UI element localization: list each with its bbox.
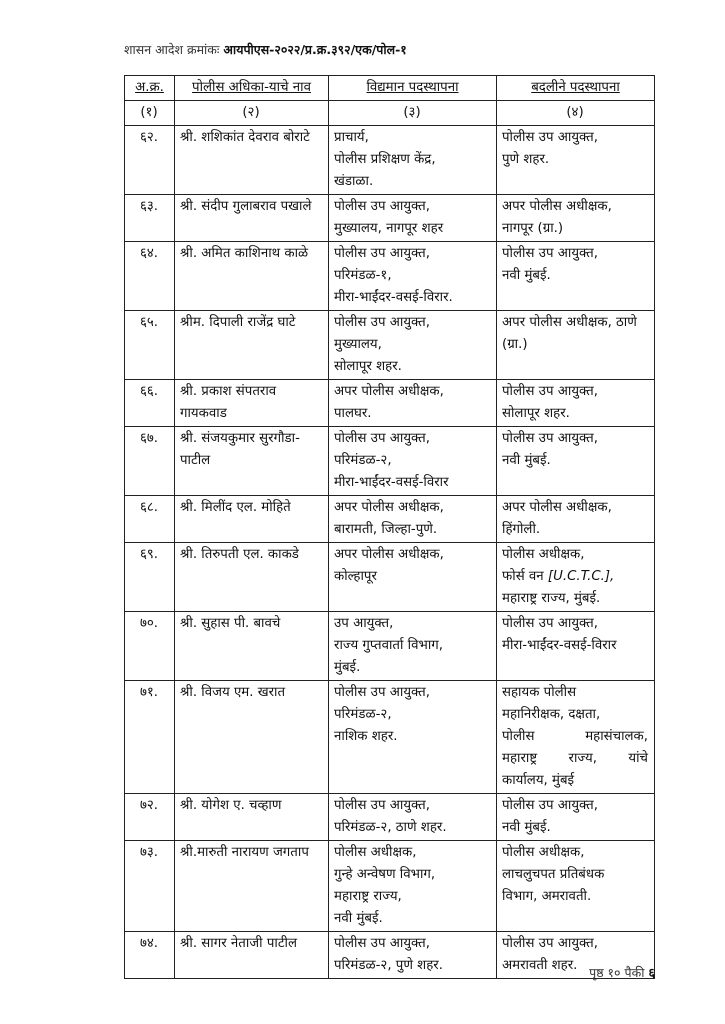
transfer-line: विभाग, अमरावती. — [502, 889, 592, 904]
serial-number: ६७. — [125, 427, 175, 496]
current-posting — [329, 496, 497, 543]
table-row — [125, 932, 655, 979]
current-line: पोलीस उप आयुक्त, — [334, 936, 430, 951]
officer-name — [175, 380, 329, 427]
transfer-line: नवी मुंबई. — [502, 268, 551, 283]
officer-name — [175, 932, 329, 979]
transfer-line: पुणे शहर. — [502, 152, 550, 167]
current-line: अपर पोलीस अधीक्षक, — [334, 500, 444, 515]
transfer-line: पोलीस महासंचालक, — [502, 729, 648, 744]
current-line: परिमंडळ-२, ठाणे शहर. — [334, 820, 447, 835]
current-posting — [329, 380, 497, 427]
current-line: नाशिक शहर. — [334, 729, 398, 744]
name-line: श्री. शशिकांत देवराव बोराटे — [180, 130, 310, 145]
transfer-line: पोलीस उप आयुक्त, — [502, 798, 598, 813]
current-line: परिमंडळ-१, — [334, 268, 392, 283]
transfer-line: अपर पोलीस अधीक्षक, — [502, 500, 612, 515]
current-posting — [329, 427, 497, 496]
serial-number: ७१. — [125, 681, 175, 794]
name-line: श्री. विजय एम. खरात — [180, 685, 286, 700]
order-number: आयपीएस-२०२२/प्र.क्र.३९२/एक/पोल-१ — [223, 42, 407, 57]
transfer-posting — [497, 427, 655, 496]
table-row — [125, 794, 655, 841]
current-posting — [329, 195, 497, 242]
table-row — [125, 612, 655, 681]
current-line: महाराष्ट्र राज्य, — [334, 889, 402, 904]
transfer-posting — [497, 612, 655, 681]
current-line: राज्य गुप्तवार्ता विभाग, — [334, 638, 444, 653]
current-line: उप आयुक्त, — [334, 616, 394, 631]
table-row — [125, 126, 655, 195]
current-posting — [329, 612, 497, 681]
serial-number: ६५. — [125, 311, 175, 380]
serial-number: ७२. — [125, 794, 175, 841]
name-line: श्री. संजयकुमार सुरगौडा- — [180, 431, 300, 446]
name-line: श्री. प्रकाश संपतराव — [180, 384, 277, 399]
table-row — [125, 195, 655, 242]
serial-number: ७०. — [125, 612, 175, 681]
transfer-posting — [497, 496, 655, 543]
transfer-line: पोलीस उप आयुक्त, — [502, 431, 598, 446]
serial-number: ६४. — [125, 242, 175, 311]
current-line: पोलीस उप आयुक्त, — [334, 246, 430, 261]
transfer-posting — [497, 380, 655, 427]
name-line: श्री. अमित काशिनाथ काळे — [180, 246, 309, 261]
transfer-line: पोलीस उप आयुक्त, — [502, 130, 598, 145]
column-number: (२) — [175, 101, 329, 126]
transfer-posting — [497, 126, 655, 195]
current-line: प्राचार्य, — [334, 130, 369, 145]
table-row — [125, 496, 655, 543]
current-line: मीरा-भाईंदर-वसई-विरार. — [334, 290, 453, 305]
transfer-posting — [497, 311, 655, 380]
page-footer — [589, 964, 655, 981]
header-transfer-posting: बदलीने पदस्थापना — [497, 76, 655, 101]
serial-number: ७४. — [125, 932, 175, 979]
transfer-posting — [497, 841, 655, 932]
transfer-line: कार्यालय, मुंबई — [502, 773, 575, 788]
current-posting — [329, 311, 497, 380]
name-line: श्रीम. दिपाली राजेंद्र घाटे — [180, 315, 296, 330]
current-posting — [329, 841, 497, 932]
serial-number: ६९. — [125, 543, 175, 612]
transfer-line: महाराष्ट्र राज्य, यांचे — [502, 751, 648, 766]
current-line: मीरा-भाईंदर-वसई-विरार — [334, 475, 449, 490]
transfer-line: सहायक पोलीस — [502, 685, 577, 700]
footer-page-number: ६ — [648, 965, 655, 980]
officer-name — [175, 427, 329, 496]
transfer-line: नागपूर (ग्रा.) — [502, 221, 564, 236]
header-officer-name: पोलीस अधिका-याचे नाव — [175, 76, 329, 101]
officer-name — [175, 612, 329, 681]
current-line: पोलीस अधीक्षक, — [334, 845, 417, 860]
footer-middle: पैकी — [624, 965, 645, 980]
transfer-line: फोर्स वन [U.C.T.C.], — [502, 569, 615, 584]
table-row — [125, 427, 655, 496]
current-line: गुन्हे अन्वेषण विभाग, — [334, 867, 436, 882]
current-line: पोलीस उप आयुक्त, — [334, 315, 430, 330]
current-posting — [329, 932, 497, 979]
transfer-posting — [497, 195, 655, 242]
current-line: पालघर. — [334, 406, 372, 421]
current-line: सोलापूर शहर. — [334, 359, 402, 374]
current-posting — [329, 543, 497, 612]
table-row — [125, 380, 655, 427]
table-row — [125, 242, 655, 311]
order-label: शासन आदेश क्रमांकः — [124, 42, 220, 57]
name-line: श्री. मिलींद एल. मोहिते — [180, 500, 291, 515]
name-line: श्री.मारुती नारायण जगताप — [180, 845, 309, 860]
current-line: पोलीस उप आयुक्त, — [334, 431, 430, 446]
current-posting — [329, 794, 497, 841]
officer-name — [175, 543, 329, 612]
transfer-line: पोलीस उप आयुक्त, — [502, 616, 598, 631]
transfer-line: लाचलुचपत प्रतिबंधक — [502, 867, 605, 882]
current-line: परिमंडळ-२, — [334, 707, 392, 722]
serial-number: ७३. — [125, 841, 175, 932]
current-line: पोलीस उप आयुक्त, — [334, 798, 430, 813]
officer-name — [175, 496, 329, 543]
current-line: नवी मुंबई. — [334, 911, 383, 926]
name-line: श्री. संदीप गुलाबराव पखाले — [180, 199, 312, 214]
name-line: पाटील — [180, 453, 211, 468]
transfer-line: पोलीस उप आयुक्त, — [502, 936, 598, 951]
officer-name — [175, 242, 329, 311]
serial-number: ६३. — [125, 195, 175, 242]
officer-name — [175, 195, 329, 242]
table-row — [125, 543, 655, 612]
current-line: अपर पोलीस अधीक्षक, — [334, 547, 444, 562]
table-body — [125, 126, 655, 979]
current-posting — [329, 681, 497, 794]
transfer-line: सोलापूर शहर. — [502, 406, 570, 421]
name-line: श्री. सागर नेताजी पाटील — [180, 936, 297, 951]
current-line: मुख्यालय, — [334, 337, 382, 352]
current-line: अपर पोलीस अधीक्षक, — [334, 384, 444, 399]
order-header — [124, 41, 407, 58]
current-posting — [329, 242, 497, 311]
serial-number: ६६. — [125, 380, 175, 427]
transfer-line: मीरा-भाईंदर-वसई-विरार — [502, 638, 617, 653]
transfer-posting — [497, 242, 655, 311]
current-line: पोलीस उप आयुक्त, — [334, 199, 430, 214]
transfer-line: नवी मुंबई. — [502, 453, 551, 468]
serial-number: ६२. — [125, 126, 175, 195]
column-number-row — [125, 101, 655, 126]
transfer-line: पोलीस अधीक्षक, — [502, 547, 585, 562]
officer-name — [175, 126, 329, 195]
officer-name — [175, 841, 329, 932]
current-line: पोलीस प्रशिक्षण केंद्र, — [334, 152, 436, 167]
current-posting — [329, 126, 497, 195]
name-line: श्री. तिरुपती एल. काकडे — [180, 547, 299, 562]
current-line: परिमंडळ-२, पुणे शहर. — [334, 958, 443, 973]
officer-name — [175, 681, 329, 794]
table-row — [125, 841, 655, 932]
transfer-line: नवी मुंबई. — [502, 820, 551, 835]
table-row — [125, 311, 655, 380]
transfer-line: पोलीस उप आयुक्त, — [502, 246, 598, 261]
header-row — [125, 76, 655, 101]
footer-prefix: पृष्ठ — [589, 965, 604, 980]
current-line: मुख्यालय, नागपूर शहर — [334, 221, 444, 236]
name-line: श्री. योगेश ए. चव्हाण — [180, 798, 282, 813]
header-serial: अ.क्र. — [125, 76, 175, 101]
transfer-line: महाराष्ट्र राज्य, मुंबई. — [502, 591, 601, 606]
transfer-line: अपर पोलीस अधीक्षक, ठाणे — [502, 315, 637, 330]
transfer-posting — [497, 794, 655, 841]
name-line: गायकवाड — [180, 406, 227, 421]
serial-number: ६८. — [125, 496, 175, 543]
table-row — [125, 681, 655, 794]
transfer-line: अपर पोलीस अधीक्षक, — [502, 199, 612, 214]
transfer-table — [124, 75, 655, 979]
transfer-posting — [497, 681, 655, 794]
transfer-line: हिंगोली. — [502, 522, 541, 537]
transfer-line: (ग्रा.) — [502, 337, 528, 352]
current-line: पोलीस उप आयुक्त, — [334, 685, 430, 700]
current-line: बारामती, जिल्हा-पुणे. — [334, 522, 438, 537]
column-number: (१) — [125, 101, 175, 126]
column-number: (४) — [497, 101, 655, 126]
column-number: (३) — [329, 101, 497, 126]
current-line: परिमंडळ-२, — [334, 453, 392, 468]
current-line: मुंबई. — [334, 660, 361, 675]
transfer-line: पोलीस अधीक्षक, — [502, 845, 585, 860]
officer-name — [175, 794, 329, 841]
header-current-posting: विद्यमान पदस्थापना — [329, 76, 497, 101]
transfer-posting — [497, 543, 655, 612]
officer-name — [175, 311, 329, 380]
transfer-line: अमरावती शहर. — [502, 958, 578, 973]
current-line: कोल्हापूर — [334, 569, 377, 584]
transfer-line: महानिरीक्षक, दक्षता, — [502, 707, 601, 722]
transfer-line: पोलीस उप आयुक्त, — [502, 384, 598, 399]
name-line: श्री. सुहास पी. बावचे — [180, 616, 281, 631]
current-line: खंडाळा. — [334, 174, 374, 189]
footer-page: १० — [607, 965, 621, 980]
